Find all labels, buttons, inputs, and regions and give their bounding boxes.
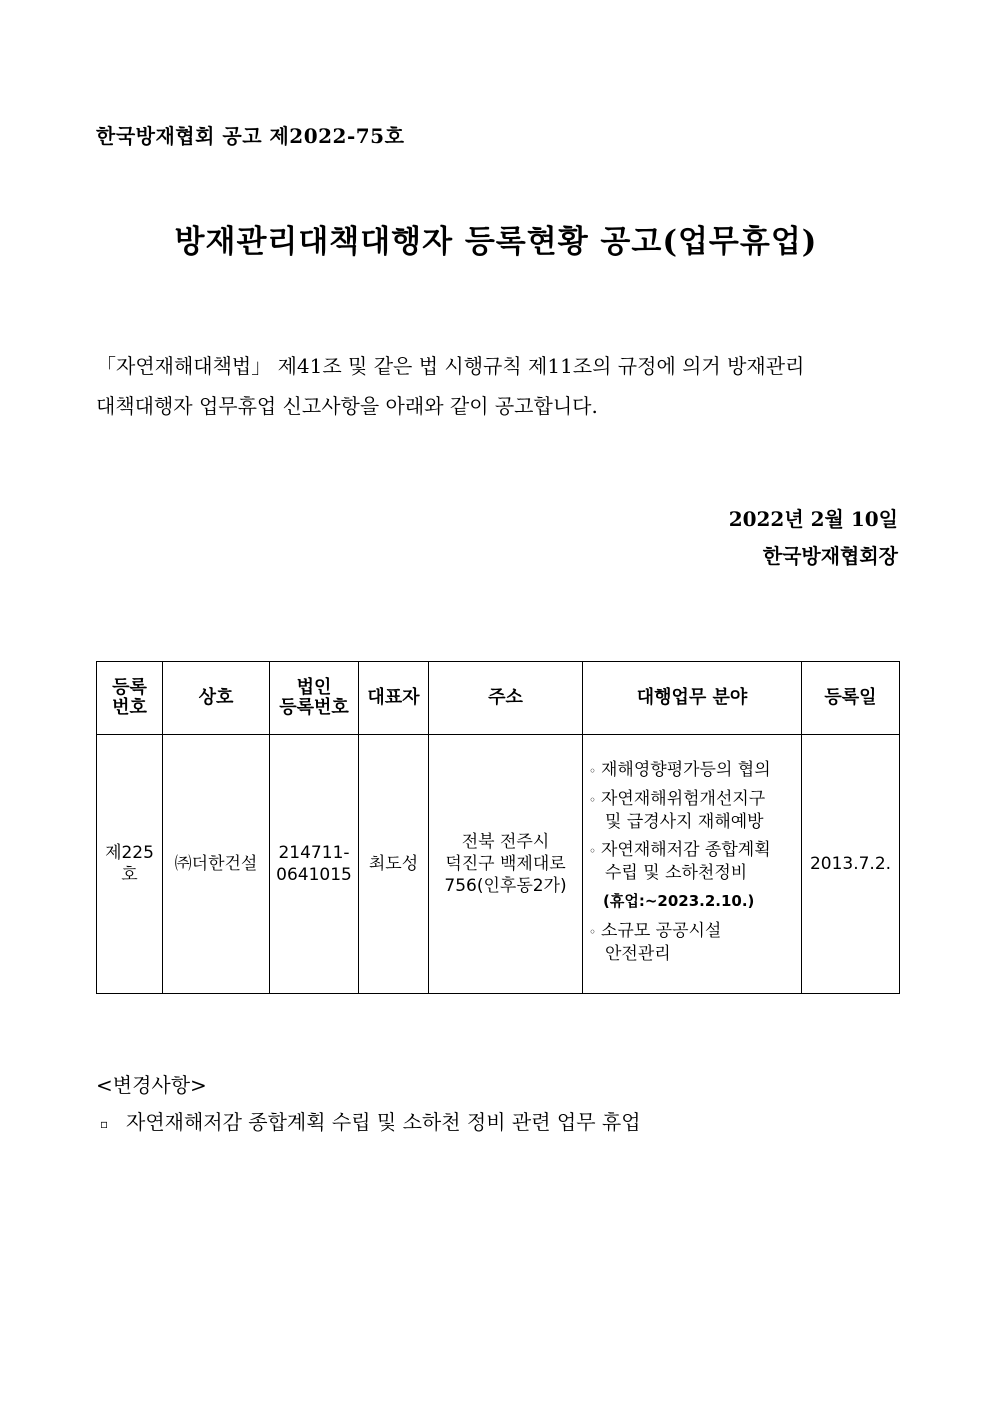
cell-representative: 최도성 [359,735,429,994]
notice-number: 한국방재협회 공고 제2022-75호 [96,124,405,148]
table-header-row [97,662,900,735]
signer-name: 한국방재협회장 [762,544,898,568]
bullet-icon: ◦ [589,764,597,778]
suspension-note: (휴업:~2023.2.10.) [603,892,755,910]
header-text: 등록번호 [279,697,349,718]
header-address: 주소 [429,662,583,735]
registration-table [96,661,900,994]
field-text: 자연재해저감 종합계획 [601,840,771,860]
field-item [589,759,801,782]
cell-text: 0641015 [276,865,352,885]
header-corp-no [270,662,359,735]
field-item [589,839,801,884]
cell-fields [583,735,802,994]
table-row [97,735,900,994]
field-item [589,788,801,833]
bullet-icon: ◦ [589,925,597,939]
cell-reg-date: 2013.7.2. [802,735,900,994]
document-title: 방재관리대책대행자 등록현황 공고(업무휴업) [174,224,818,260]
cell-reg-no: 제225호 [97,735,163,994]
header-text: 법인 [296,677,332,698]
header-reg-no [97,662,163,735]
cell-text: 덕진구 백제대로 [445,854,566,874]
square-bullet-icon: ▫ [100,1116,109,1131]
notice-date: 2022년 2월 10일 [728,507,898,531]
bullet-icon: ◦ [589,844,597,858]
header-text: 번호 [112,697,147,718]
cell-company: ㈜더한건설 [163,735,270,994]
header-reg-date: 등록일 [802,662,900,735]
body-line: 「자연재해대책법」 제41조 및 같은 법 시행규칙 제11조의 규정에 의거 방재관리 [96,354,805,378]
header-fields: 대행업무 분야 [583,662,802,735]
changes-item [100,1106,641,1135]
field-text: 소규모 공공시설 [601,921,722,941]
header-representative: 대표자 [359,662,429,735]
field-text: 및 급경사지 재해예방 [605,812,764,832]
cell-text: 214711- [278,843,350,863]
bullet-icon: ◦ [589,793,597,807]
cell-text: 756(인후동2가) [444,876,567,896]
body-paragraph [96,346,900,426]
body-line: 대책대행자 업무휴업 신고사항을 아래와 같이 공고합니다. [96,394,598,418]
cell-address [429,735,583,994]
field-text: 재해영향평가등의 협의 [601,760,771,780]
field-item [589,920,801,965]
field-text: 안전관리 [605,944,671,964]
cell-corp-no [270,735,359,994]
header-text: 등록 [112,677,147,698]
changes-title: <변경사항> [96,1073,207,1097]
changes-text: 자연재해저감 종합계획 수립 및 소하천 정비 관련 업무 휴업 [126,1110,641,1134]
field-text: 수립 및 소하천정비 [605,863,748,883]
cell-text: 전북 전주시 [461,832,550,852]
header-company: 상호 [163,662,270,735]
field-text: 자연재해위험개선지구 [601,789,766,809]
